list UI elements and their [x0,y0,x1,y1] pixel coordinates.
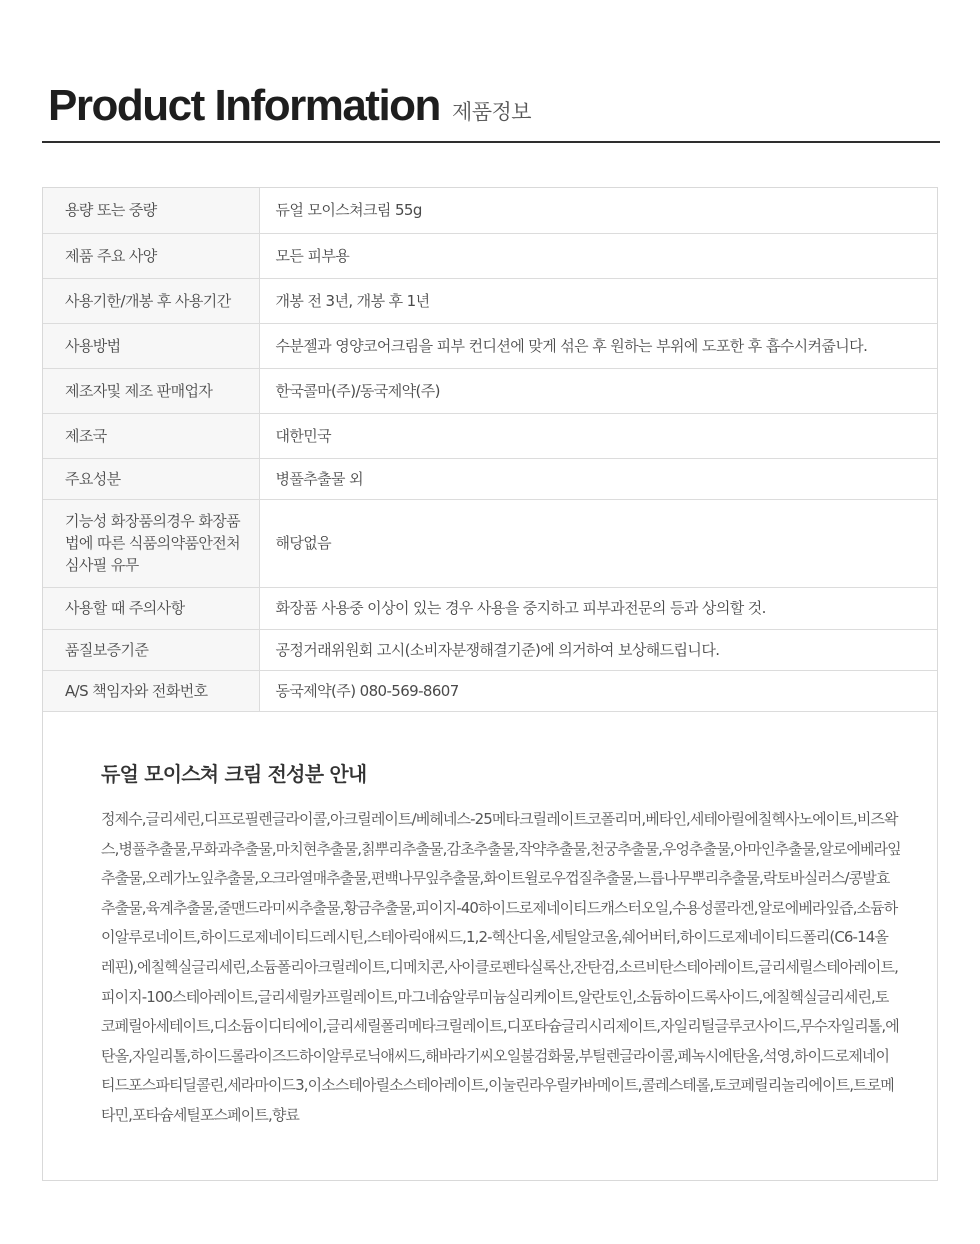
ingredients-section [101,758,901,1131]
row-label: 사용기한/개봉 후 사용기간 [43,278,259,323]
row-value: 동국제약(주) 080-569-8607 [259,670,937,711]
row-label: 용량 또는 중량 [43,188,259,233]
row-value: 듀얼 모이스쳐크림 55g [259,188,937,233]
table-row [43,323,937,368]
page-subtitle: 제품정보 [451,100,532,124]
table-row [43,670,937,711]
row-value: 한국콜마(주)/동국제약(주) [259,368,937,413]
product-info-box [42,187,938,1181]
row-value: 병풀추출물 외 [259,458,937,499]
row-value: 해당없음 [259,499,937,587]
row-value: 개봉 전 3년, 개봉 후 1년 [259,278,937,323]
table-row [43,368,937,413]
row-label: 사용할 때 주의사항 [43,587,259,629]
row-value: 수분젤과 영양코어크림을 피부 컨디션에 맞게 섞은 후 원하는 부위에 도포한 후 흡수시켜줍니다. [259,323,937,368]
row-value: 화장품 사용중 이상이 있는 경우 사용을 중지하고 피부과전문의 등과 상의할 것. [259,587,937,629]
ingredients-list: 정제수,글리세린,디프로필렌글라이콜,아크릴레이트/베헤네스-25메타크릴레이트코폴리머,베타인,세테아릴에칠헥사노에이트,비즈왁스,병풀추출물,무화과추출물,마치현추출물,칡뿌리추출물,감초추출물,작약추출물,천궁추출물,우엉추출물,아마인추출물,알로에베라잎추출물,오레가노잎추출물,오크라열매추출물,편백나무잎추출물,화이트윌로우껍질추출물,느릅나무뿌리추출물,락토바실러스/콩발효추출물,육계추출물,줄맨드라미씨추출물,황금추출물,피이지-40하이드로제네이티드캐스터오일,수용성콜라겐,알로에베라잎즙,소듐하이알루로네이트,하이드로제네이티드레시틴,스테아릭애씨드,1,2-헥산디올,세틸알코올,쉐어버터,하이드로제네이티드폴리(C6-14올레핀),에칠헥실글리세린,소듐폴리아크릴레이트,디메치콘,사이클로펜타실록산,잔탄검,소르비탄스테아레이트,글리세릴스테아레이트,피이지-100스테아레이트,글리세릴카프릴레이트,마그네슘알루미늄실리케이트,알란토인,소듐하이드록사이드,에칠헥실글리세린,토코페릴아세테이트,디소듐이디티에이,글리세릴폴리메타크릴레이트,디포타슘글리시리제이트,자일리틸글루코사이드,무수자일리톨,에탄올,자일리톨,하이드롤라이즈드하이알루로닉애씨드,해바라기씨오일불검화물,부틸렌글라이콜,페녹시에탄올,석영,하이드로제네이티드포스파티딜콜린,세라마이드3,이소스테아릴소스테아레이트,이눌린라우릴카바메이트,콜레스테롤,토코페릴리놀리에이트,트로메타민,포타슘세틸포스페이트,향료 [101,810,901,1124]
table-row [43,233,937,278]
spec-table [43,188,937,712]
row-label: 기능성 화장품의경우 화장품법에 따른 식품의약품안전처 심사필 유무 [43,499,259,587]
table-row [43,413,937,458]
table-row [43,587,937,629]
row-value: 공정거래위원회 고시(소비자분쟁해결기준)에 의거하여 보상해드립니다. [259,629,937,670]
table-row [43,629,937,670]
row-label: 품질보증기준 [43,629,259,670]
row-label: 제조국 [43,413,259,458]
page-title: Product Information [48,81,440,130]
row-value: 모든 피부용 [259,233,937,278]
row-label: 제품 주요 사양 [43,233,259,278]
page-header [48,80,531,132]
row-label: 주요성분 [43,458,259,499]
table-row [43,458,937,499]
table-row [43,188,937,233]
table-row [43,278,937,323]
header-divider [42,141,940,143]
row-label: A/S 책임자와 전화번호 [43,670,259,711]
row-label: 제조자및 제조 판매업자 [43,368,259,413]
table-row [43,499,937,587]
row-label: 사용방법 [43,323,259,368]
ingredients-title: 듀얼 모이스쳐 크림 전성분 안내 [101,762,367,786]
row-value: 대한민국 [259,413,937,458]
